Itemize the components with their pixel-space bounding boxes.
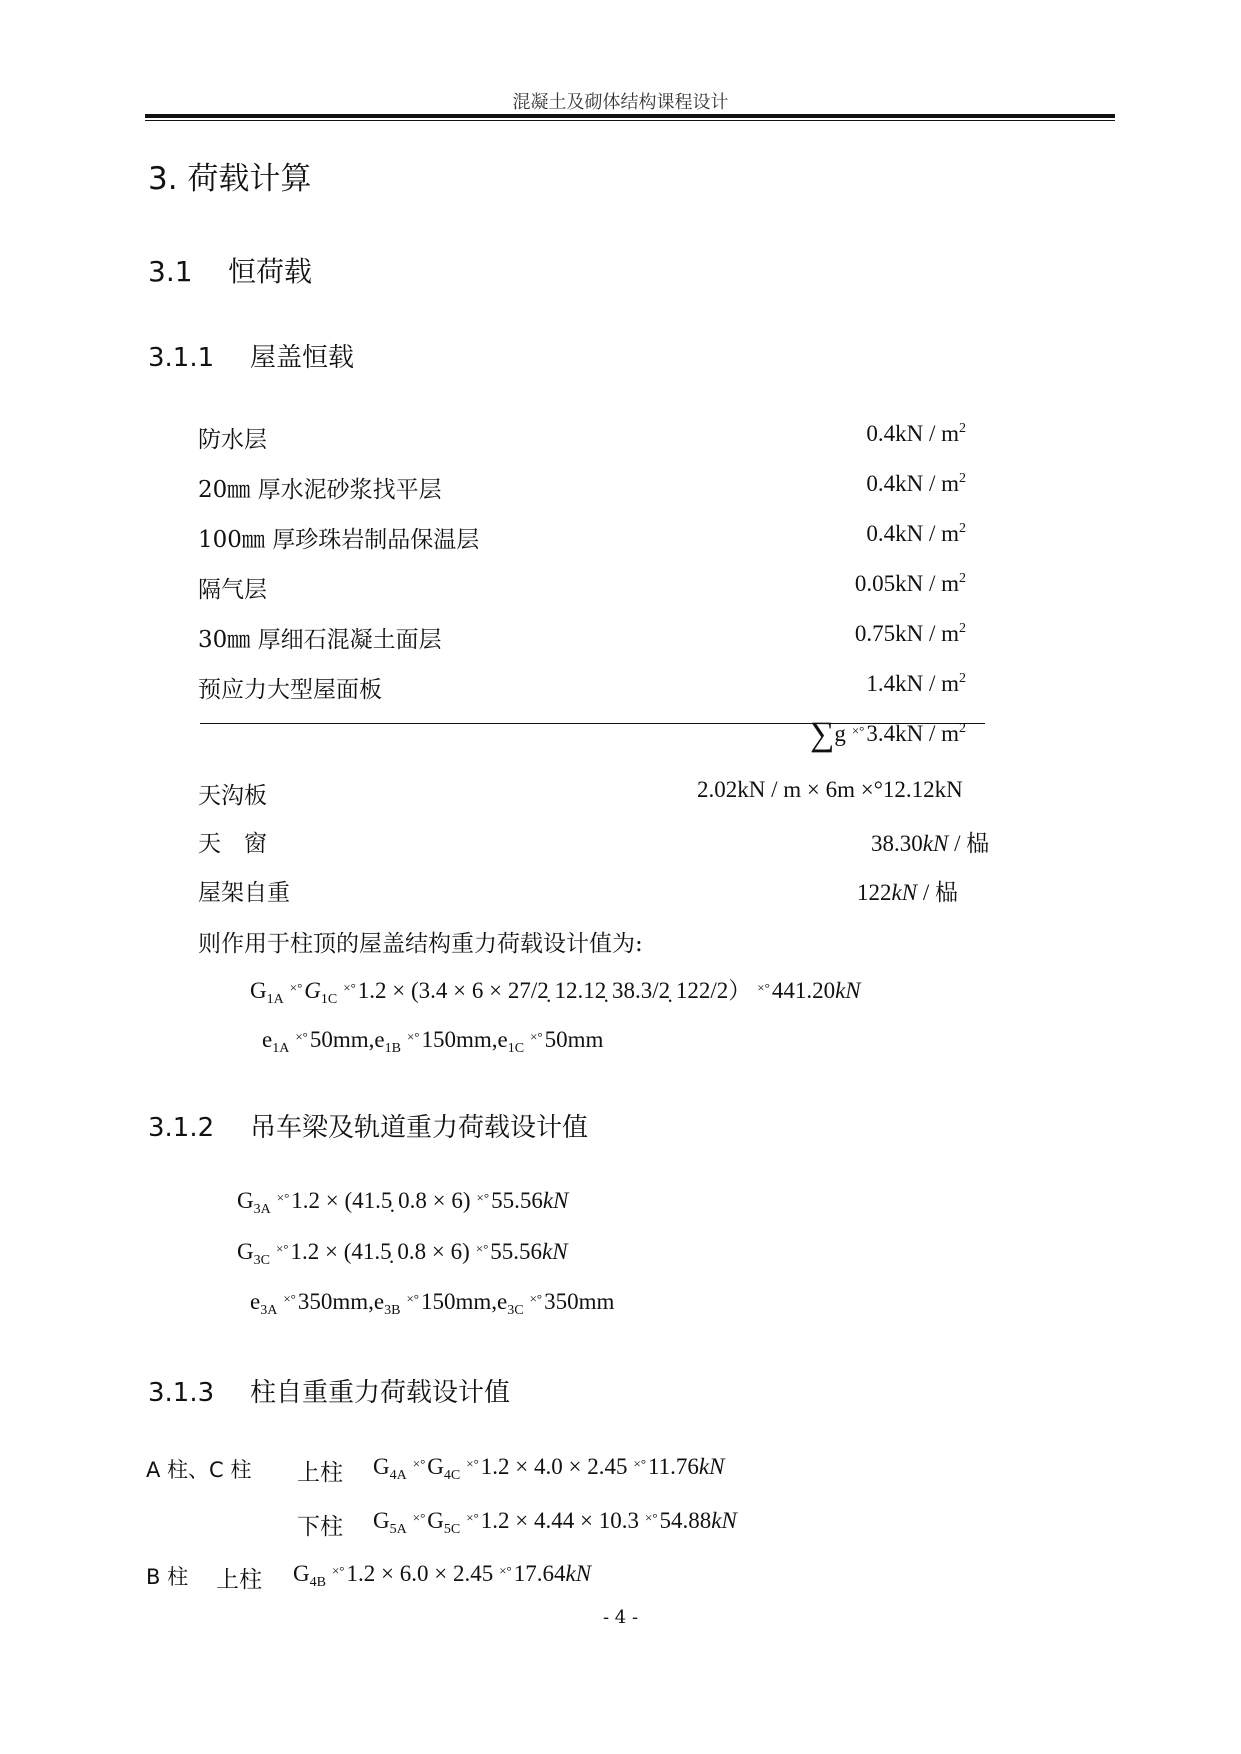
sigma-symbol: ∑ [810,716,835,753]
upper-column-label: 上柱 [297,1460,343,1486]
equation-g5ac: $G_{5A}^{\times^\circ}G_{5C}^{\times^\circ}1.2 \times 4.44 \times 10.3$ ×°54.88kN [373,1508,737,1537]
upper-column-label: 上柱 [216,1567,262,1593]
roof-sum: ∑g $^{\times^\circ}3.4kN / m^2$ [810,716,966,753]
subsection-3-1-1 [148,337,354,374]
roof-extra-label: 屋架自重 [198,880,290,906]
roof-item-label: 100㎜ 厚珍珠岩制品保温层 [198,527,480,553]
header-rule-thick [145,114,1115,118]
subsection-number: 3.1.3 [148,1378,215,1408]
subsection-3-1-2 [148,1107,588,1144]
equation-g4ac: $G_{4A}^{\times^\circ}G_{4C}^{\times^\circ}1.2 \times 4.0 \times 2.45$ ×°11.76kN [373,1454,725,1483]
header-rule-thin [145,120,1115,121]
roof-note: 则作用于柱顶的屋盖结构重力荷载设计值为: [198,931,643,957]
roof-item-value: $1.4kN / m^2$ [866,671,966,696]
equation-g3c: $G_{3C}^{\times^\circ}1.2$ × (41.5̣ 0.8 × 6) ×°55.56kN [237,1239,568,1268]
roof-extra-label: 天 窗 [198,831,267,857]
equation-e1: $e_{1A}^{\times^\circ}50mm,e_{1B}^{\times^\circ}150mm,e_{1C}^{\times^\circ}50mm$ [262,1027,604,1056]
roof-item-label: 防水层 [198,427,267,453]
section-title: 3. 荷载计算 [148,161,312,197]
roof-item-value: $0.4kN / m^2$ [866,421,966,446]
subsection-number: 3.1.2 [148,1113,215,1143]
equation-g4b: $G_{4B}^{\times^\circ}1.2 \times 6.0 \times 2.45$ ×°17.64kN [293,1561,592,1590]
page-number: - 4 - [602,1607,639,1628]
subsection-number: 3.1.1 [148,343,215,373]
roof-item-label: 30㎜ 厚细石混凝土面层 [198,627,442,653]
column-ac-label: A 柱、C 柱 [146,1458,252,1482]
column-b-label: B 柱 [146,1565,189,1589]
roof-item-value: $0.05kN / m^2$ [854,571,966,596]
subsection-title: 恒荷载 [228,255,313,288]
equation-e3: $e_{3A}^{\times^\circ}350mm,e_{3B}^{\times^\circ}150mm,e_{3C}^{\times^\circ}350mm$ [250,1289,615,1318]
subsection-title: 屋盖恒载 [250,343,355,373]
lower-column-label: 下柱 [297,1514,343,1540]
roof-extra-value: 2.02kN / m × 6m ×°12.12kN [697,777,963,802]
roof-extra-label: 天沟板 [198,783,267,809]
roof-item-value: $0.4kN / m^2$ [866,471,966,496]
roof-item-label: 20㎜ 厚水泥砂浆找平层 [198,477,442,503]
subsection-title: 柱自重重力荷载设计值 [250,1378,511,1408]
subsection-3-1-3 [148,1372,510,1409]
roof-item-value: $0.4kN / m^2$ [866,521,966,546]
roof-item-value: $0.75kN / m^2$ [854,621,966,646]
equation-g3a: $G_{3A}^{\times^\circ}1.2$ × (41.5̣ 0.8 × 6) ×°55.56kN [237,1188,569,1217]
running-header: 混凝土及砌体结构课程设计 [512,92,729,113]
equation-g1: $G_{1A}^{\times^\circ}G_{1C}^{\times^\circ}1.2 \times (3.4 \times 6$ × 27/2̣ 12.12̣ 38.3/2̣ 122/2） ×°441.20kN [250,978,861,1007]
roof-item-label: 隔气层 [198,577,267,603]
subsection-number: 3.1 [148,255,193,288]
roof-item-label: 预应力大型屋面板 [198,677,382,703]
roof-extra-value: 122kN / 榀 [857,880,958,905]
subsection-title: 吊车梁及轨道重力荷载设计值 [250,1113,589,1143]
roof-extra-value: 38.30kN / 榀 [871,831,990,856]
subsection-3-1 [148,250,312,290]
